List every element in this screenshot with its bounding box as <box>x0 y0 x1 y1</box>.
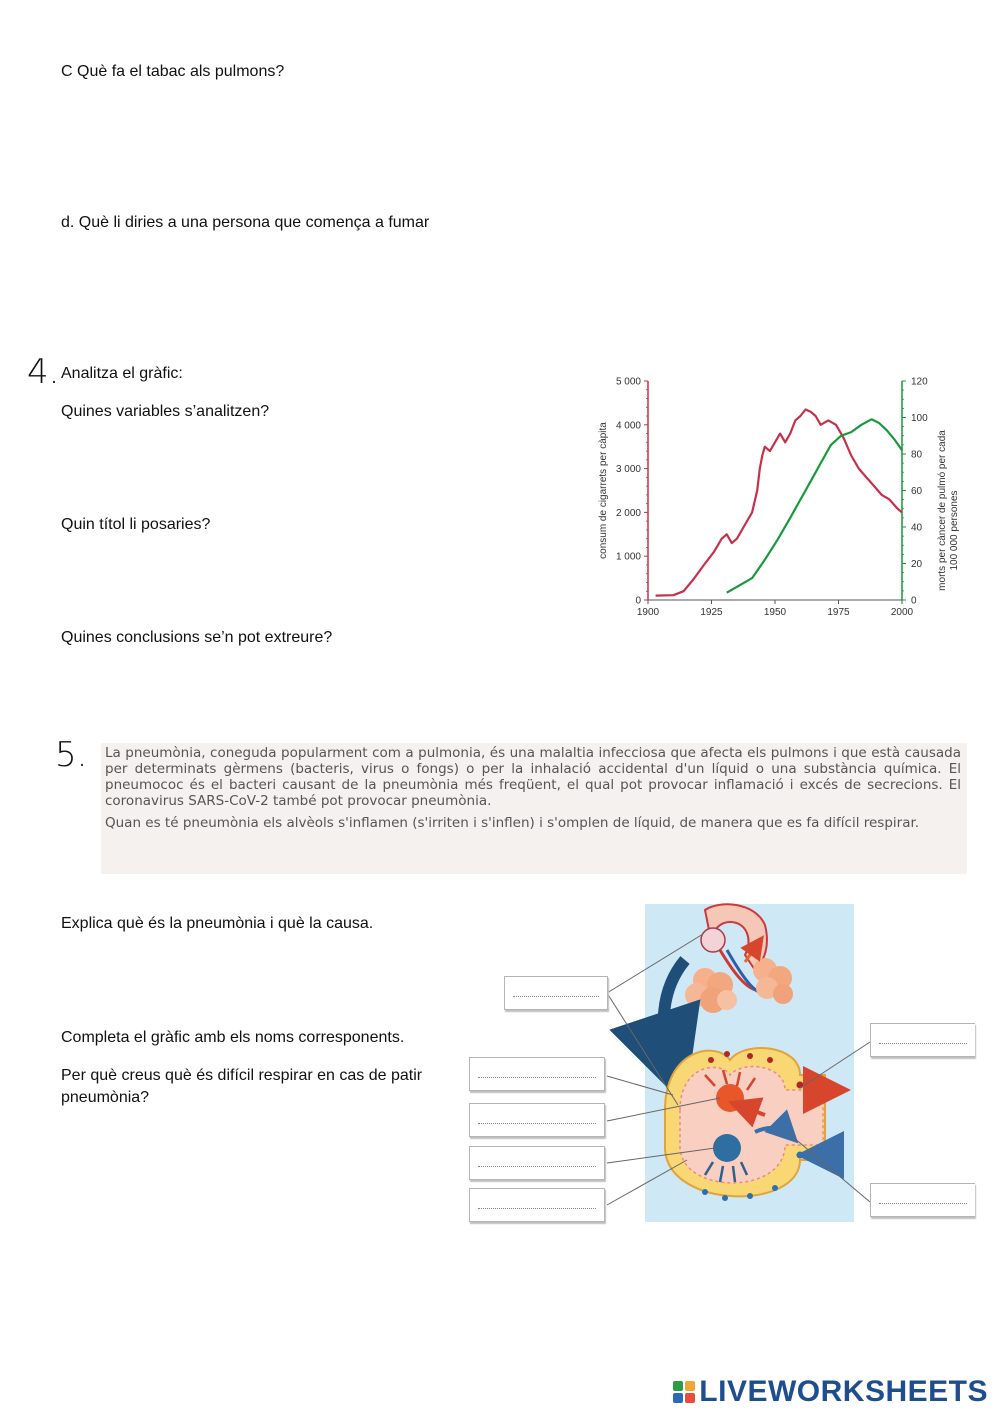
answer-box-3[interactable] <box>469 1103 605 1137</box>
question-c: C Què fa el tabac als pulmons? <box>61 63 285 80</box>
question-4-conclusions: Quines conclusions se’n pot extreure? <box>61 629 333 646</box>
y-left-tick-label: 4 000 <box>615 420 641 432</box>
y-right-tick-label: 0 <box>911 595 917 607</box>
y-right-axis-label-line1: morts per càncer de pulmó per cada <box>937 430 948 591</box>
liveworksheets-brand: LIVEWORKSHEETS <box>699 1375 988 1408</box>
x-tick-label: 2000 <box>890 607 914 618</box>
x-tick-label: 1950 <box>763 607 787 618</box>
question-5-complete: Completa el gràfic amb els noms corresponents. <box>61 1029 405 1046</box>
passage-paragraph-2: Quan es té pneumònia els alvèols s'inflamen (s'irriten i s'inflen) i s'omplen de líquid, de manera que es fa difícil respirar. <box>105 815 920 831</box>
y-left-tick-label: 3 000 <box>615 464 641 476</box>
x-tick-label: 1975 <box>827 607 850 618</box>
x-tick-label: 1925 <box>700 607 723 618</box>
answer-box-1[interactable] <box>504 976 608 1010</box>
y-left-axis-label: consum de cigarrets per càpita <box>598 422 609 559</box>
y-left-tick-label: 1 000 <box>615 551 641 563</box>
y-left-tick-label: 0 <box>635 595 641 607</box>
liveworksheets-icon <box>673 1381 695 1403</box>
series-line-cigarettes <box>656 410 902 596</box>
y-right-tick-label: 120 <box>911 376 928 388</box>
y-right-tick-label: 80 <box>911 449 923 461</box>
y-left-tick-label: 5 000 <box>615 376 641 388</box>
answer-box-7[interactable] <box>870 1183 975 1217</box>
y-left-tick-label: 2 000 <box>615 507 641 519</box>
question-5-number: 5. <box>55 735 88 775</box>
question-4-title-prompt: Quin títol li posaries? <box>61 516 211 533</box>
answer-box-4[interactable] <box>469 1146 605 1180</box>
question-5-why: Per què creus què és difícil respirar en cas de patir pneumònia? <box>61 1067 423 1106</box>
question-5-explain: Explica què és la pneumònia i què la causa. <box>61 915 374 932</box>
y-right-axis-label-line2: 100 000 persones <box>949 490 960 571</box>
question-4-number: 4. <box>27 352 60 392</box>
tobacco-lung-cancer-chart <box>585 368 965 628</box>
question-4-title: Analitza el gràfic: <box>61 365 183 382</box>
y-right-tick-label: 60 <box>911 486 923 497</box>
answer-box-2[interactable] <box>469 1057 605 1091</box>
x-tick-label: 1900 <box>636 607 660 618</box>
y-right-tick-label: 100 <box>911 413 928 424</box>
answer-box-5[interactable] <box>469 1188 605 1222</box>
y-right-tick-label: 40 <box>911 522 923 534</box>
answer-box-6[interactable] <box>870 1023 975 1057</box>
liveworksheets-logo <box>673 1375 988 1409</box>
question-4-variables: Quines variables s’analitzen? <box>61 403 270 420</box>
pneumonia-passage <box>101 743 967 874</box>
y-right-tick-label: 20 <box>911 559 923 570</box>
passage-paragraph-1: La pneumònia, coneguda popularment com a pulmonia, és una malaltia infecciosa que afecta els pulmons i que està causada per determinats gèrmens (bacteris, virus o fongs) o per la inhalació accidental d'un líquid o una substància química. El pneumococ és el bacteri causant de la pneumònia més freqüent, el qual pot provocar inflamació i excés de secrecions. El coronavirus SARS-CoV-2 també pot provocar pneumònia. <box>105 745 961 809</box>
question-d: d. Què li diries a una persona que comença a fumar <box>61 214 430 231</box>
